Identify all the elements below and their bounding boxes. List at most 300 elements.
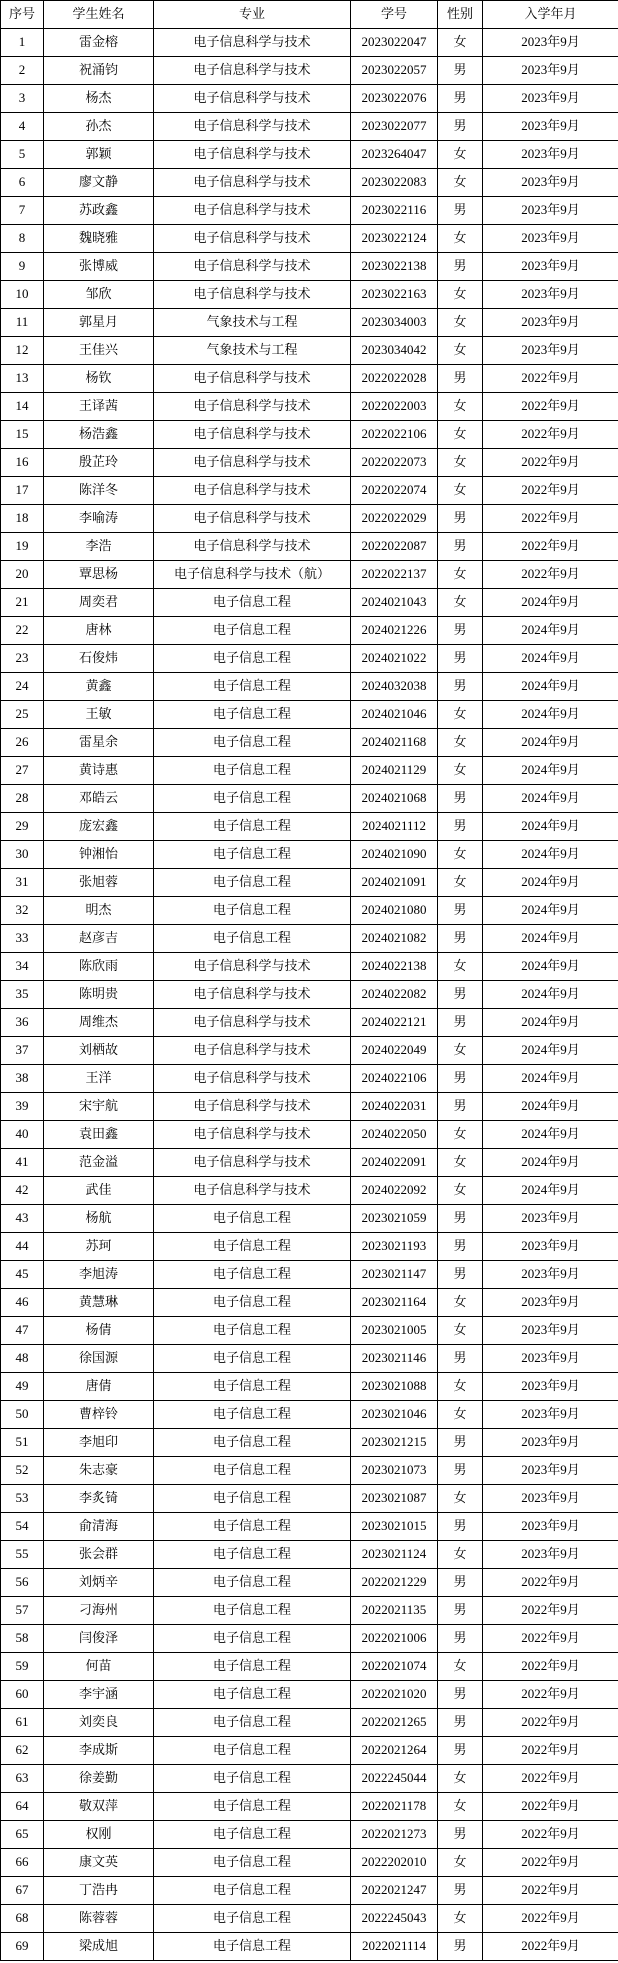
cell-gender: 男 xyxy=(438,113,483,141)
cell-gender: 男 xyxy=(438,1457,483,1485)
cell-gender: 女 xyxy=(438,589,483,617)
cell-major: 电子信息工程 xyxy=(154,645,351,673)
cell-major: 电子信息科学与技术 xyxy=(154,421,351,449)
cell-no: 45 xyxy=(1,1261,44,1289)
cell-no: 52 xyxy=(1,1457,44,1485)
cell-major: 电子信息科学与技术 xyxy=(154,29,351,57)
table-row xyxy=(1,701,618,729)
cell-major: 电子信息工程 xyxy=(154,1401,351,1429)
cell-date: 2023年9月 xyxy=(483,1233,618,1261)
cell-name: 殷芷玲 xyxy=(44,449,154,477)
cell-date: 2023年9月 xyxy=(483,169,618,197)
cell-date: 2023年9月 xyxy=(483,85,618,113)
cell-id: 2023034003 xyxy=(351,309,438,337)
cell-name: 刁海州 xyxy=(44,1597,154,1625)
cell-date: 2024年9月 xyxy=(483,589,618,617)
cell-no: 19 xyxy=(1,533,44,561)
cell-name: 王佳兴 xyxy=(44,337,154,365)
cell-major: 电子信息工程 xyxy=(154,1653,351,1681)
cell-date: 2023年9月 xyxy=(483,1401,618,1429)
cell-major: 电子信息工程 xyxy=(154,589,351,617)
table-row xyxy=(1,365,618,393)
cell-no: 46 xyxy=(1,1289,44,1317)
table-row xyxy=(1,505,618,533)
cell-no: 37 xyxy=(1,1037,44,1065)
cell-date: 2023年9月 xyxy=(483,281,618,309)
cell-major: 电子信息科学与技术 xyxy=(154,393,351,421)
column-header-gender: 性别 xyxy=(438,1,483,29)
cell-no: 27 xyxy=(1,757,44,785)
cell-gender: 男 xyxy=(438,1513,483,1541)
cell-id: 2022245043 xyxy=(351,1905,438,1933)
cell-name: 刘奕良 xyxy=(44,1709,154,1737)
cell-id: 2024022049 xyxy=(351,1037,438,1065)
cell-major: 电子信息工程 xyxy=(154,1933,351,1961)
table-row xyxy=(1,1653,618,1681)
cell-id: 2024022091 xyxy=(351,1149,438,1177)
cell-date: 2024年9月 xyxy=(483,1065,618,1093)
cell-gender: 女 xyxy=(438,393,483,421)
cell-gender: 女 xyxy=(438,1289,483,1317)
cell-name: 宋宇航 xyxy=(44,1093,154,1121)
cell-id: 2024022031 xyxy=(351,1093,438,1121)
table-row xyxy=(1,1541,618,1569)
table-row xyxy=(1,1793,618,1821)
table-row xyxy=(1,1569,618,1597)
cell-date: 2023年9月 xyxy=(483,1289,618,1317)
table-row xyxy=(1,1065,618,1093)
table-row xyxy=(1,1289,618,1317)
cell-date: 2024年9月 xyxy=(483,673,618,701)
cell-gender: 男 xyxy=(438,1821,483,1849)
cell-major: 电子信息工程 xyxy=(154,1373,351,1401)
cell-date: 2024年9月 xyxy=(483,757,618,785)
cell-major: 电子信息工程 xyxy=(154,1793,351,1821)
cell-name: 黄鑫 xyxy=(44,673,154,701)
cell-date: 2022年9月 xyxy=(483,561,618,589)
cell-gender: 女 xyxy=(438,141,483,169)
table-row xyxy=(1,169,618,197)
cell-name: 王敏 xyxy=(44,701,154,729)
cell-id: 2024021226 xyxy=(351,617,438,645)
cell-date: 2023年9月 xyxy=(483,1205,618,1233)
cell-id: 2024021168 xyxy=(351,729,438,757)
cell-name: 石俊炜 xyxy=(44,645,154,673)
cell-no: 5 xyxy=(1,141,44,169)
cell-gender: 男 xyxy=(438,85,483,113)
table-row xyxy=(1,1625,618,1653)
cell-gender: 女 xyxy=(438,1121,483,1149)
cell-no: 24 xyxy=(1,673,44,701)
cell-date: 2023年9月 xyxy=(483,29,618,57)
table-row xyxy=(1,57,618,85)
table-row xyxy=(1,1821,618,1849)
cell-id: 2024022138 xyxy=(351,953,438,981)
cell-name: 徐姜勤 xyxy=(44,1765,154,1793)
cell-major: 电子信息科学与技术 xyxy=(154,113,351,141)
cell-no: 47 xyxy=(1,1317,44,1345)
cell-date: 2022年9月 xyxy=(483,1793,618,1821)
cell-date: 2023年9月 xyxy=(483,1373,618,1401)
cell-name: 黄诗惠 xyxy=(44,757,154,785)
table-row xyxy=(1,813,618,841)
cell-major: 电子信息工程 xyxy=(154,673,351,701)
table-row xyxy=(1,757,618,785)
cell-date: 2024年9月 xyxy=(483,785,618,813)
cell-name: 李旭印 xyxy=(44,1429,154,1457)
cell-gender: 女 xyxy=(438,421,483,449)
cell-name: 廖文静 xyxy=(44,169,154,197)
cell-name: 杨航 xyxy=(44,1205,154,1233)
cell-name: 周奕君 xyxy=(44,589,154,617)
table-body xyxy=(1,29,618,1961)
cell-name: 梁成旭 xyxy=(44,1933,154,1961)
cell-major: 电子信息工程 xyxy=(154,1541,351,1569)
cell-name: 朱志豪 xyxy=(44,1457,154,1485)
cell-no: 41 xyxy=(1,1149,44,1177)
cell-no: 36 xyxy=(1,1009,44,1037)
cell-name: 杨杰 xyxy=(44,85,154,113)
cell-id: 2023021147 xyxy=(351,1261,438,1289)
cell-id: 2023022116 xyxy=(351,197,438,225)
table-row xyxy=(1,1261,618,1289)
cell-gender: 男 xyxy=(438,1569,483,1597)
cell-gender: 男 xyxy=(438,1429,483,1457)
cell-major: 电子信息工程 xyxy=(154,1485,351,1513)
cell-major: 电子信息科学与技术 xyxy=(154,253,351,281)
cell-name: 魏晓雅 xyxy=(44,225,154,253)
cell-no: 22 xyxy=(1,617,44,645)
cell-major: 电子信息科学与技术（航） xyxy=(154,561,351,589)
cell-major: 电子信息工程 xyxy=(154,1709,351,1737)
cell-no: 17 xyxy=(1,477,44,505)
cell-gender: 女 xyxy=(438,281,483,309)
table-row xyxy=(1,393,618,421)
cell-date: 2024年9月 xyxy=(483,1037,618,1065)
cell-id: 2022021229 xyxy=(351,1569,438,1597)
cell-name: 陈欣雨 xyxy=(44,953,154,981)
cell-name: 覃思杨 xyxy=(44,561,154,589)
cell-date: 2023年9月 xyxy=(483,1541,618,1569)
cell-id: 2023021146 xyxy=(351,1345,438,1373)
cell-date: 2024年9月 xyxy=(483,645,618,673)
cell-gender: 女 xyxy=(438,841,483,869)
cell-id: 2022021247 xyxy=(351,1877,438,1905)
cell-gender: 女 xyxy=(438,449,483,477)
cell-major: 电子信息工程 xyxy=(154,1765,351,1793)
cell-date: 2023年9月 xyxy=(483,1513,618,1541)
cell-no: 23 xyxy=(1,645,44,673)
table-row xyxy=(1,1681,618,1709)
cell-no: 63 xyxy=(1,1765,44,1793)
cell-gender: 男 xyxy=(438,645,483,673)
cell-id: 2023022124 xyxy=(351,225,438,253)
cell-date: 2023年9月 xyxy=(483,337,618,365)
cell-id: 2023034042 xyxy=(351,337,438,365)
cell-date: 2022年9月 xyxy=(483,505,618,533)
cell-id: 2024021080 xyxy=(351,897,438,925)
cell-name: 邹欣 xyxy=(44,281,154,309)
cell-id: 2023021193 xyxy=(351,1233,438,1261)
cell-name: 明杰 xyxy=(44,897,154,925)
cell-no: 64 xyxy=(1,1793,44,1821)
cell-gender: 男 xyxy=(438,57,483,85)
cell-name: 郭星月 xyxy=(44,309,154,337)
cell-gender: 女 xyxy=(438,1541,483,1569)
cell-date: 2023年9月 xyxy=(483,1429,618,1457)
cell-gender: 男 xyxy=(438,1681,483,1709)
cell-id: 2022022137 xyxy=(351,561,438,589)
table-row xyxy=(1,253,618,281)
cell-name: 俞清海 xyxy=(44,1513,154,1541)
cell-date: 2022年9月 xyxy=(483,1653,618,1681)
table-row xyxy=(1,1317,618,1345)
cell-major: 电子信息工程 xyxy=(154,1261,351,1289)
cell-no: 44 xyxy=(1,1233,44,1261)
cell-name: 康文英 xyxy=(44,1849,154,1877)
cell-name: 丁浩冉 xyxy=(44,1877,154,1905)
cell-id: 2023021215 xyxy=(351,1429,438,1457)
cell-id: 2023021059 xyxy=(351,1205,438,1233)
table-row xyxy=(1,589,618,617)
cell-no: 8 xyxy=(1,225,44,253)
cell-id: 2022022029 xyxy=(351,505,438,533)
cell-name: 李成斯 xyxy=(44,1737,154,1765)
cell-name: 范金溢 xyxy=(44,1149,154,1177)
cell-gender: 女 xyxy=(438,1177,483,1205)
cell-date: 2024年9月 xyxy=(483,729,618,757)
cell-gender: 男 xyxy=(438,505,483,533)
cell-no: 65 xyxy=(1,1821,44,1849)
cell-id: 2022022087 xyxy=(351,533,438,561)
cell-date: 2024年9月 xyxy=(483,841,618,869)
cell-gender: 男 xyxy=(438,253,483,281)
cell-name: 曹梓铃 xyxy=(44,1401,154,1429)
cell-no: 6 xyxy=(1,169,44,197)
cell-name: 李炙锜 xyxy=(44,1485,154,1513)
cell-id: 2022021265 xyxy=(351,1709,438,1737)
cell-major: 电子信息科学与技术 xyxy=(154,1037,351,1065)
cell-gender: 女 xyxy=(438,1037,483,1065)
cell-gender: 女 xyxy=(438,1849,483,1877)
cell-name: 李喻涛 xyxy=(44,505,154,533)
cell-date: 2022年9月 xyxy=(483,421,618,449)
cell-name: 钟湘怡 xyxy=(44,841,154,869)
cell-name: 陈蓉蓉 xyxy=(44,1905,154,1933)
cell-date: 2024年9月 xyxy=(483,1149,618,1177)
cell-no: 55 xyxy=(1,1541,44,1569)
cell-name: 杨倩 xyxy=(44,1317,154,1345)
cell-date: 2022年9月 xyxy=(483,1569,618,1597)
table-header xyxy=(1,1,618,29)
cell-major: 电子信息工程 xyxy=(154,1849,351,1877)
cell-major: 电子信息工程 xyxy=(154,757,351,785)
cell-date: 2024年9月 xyxy=(483,813,618,841)
cell-major: 电子信息工程 xyxy=(154,1569,351,1597)
table-row xyxy=(1,141,618,169)
table-row xyxy=(1,981,618,1009)
cell-id: 2023022057 xyxy=(351,57,438,85)
cell-major: 电子信息科学与技术 xyxy=(154,1121,351,1149)
cell-gender: 男 xyxy=(438,925,483,953)
cell-major: 电子信息科学与技术 xyxy=(154,1177,351,1205)
cell-date: 2022年9月 xyxy=(483,533,618,561)
cell-name: 李宇涵 xyxy=(44,1681,154,1709)
cell-gender: 男 xyxy=(438,1709,483,1737)
cell-gender: 女 xyxy=(438,1373,483,1401)
cell-no: 9 xyxy=(1,253,44,281)
cell-major: 电子信息工程 xyxy=(154,1317,351,1345)
cell-name: 庞宏鑫 xyxy=(44,813,154,841)
table-row xyxy=(1,1933,618,1961)
table-row xyxy=(1,1765,618,1793)
cell-id: 2022022106 xyxy=(351,421,438,449)
cell-id: 2024032038 xyxy=(351,673,438,701)
cell-gender: 男 xyxy=(438,1877,483,1905)
header-row xyxy=(1,1,618,29)
cell-gender: 女 xyxy=(438,757,483,785)
cell-id: 2023022138 xyxy=(351,253,438,281)
table-row xyxy=(1,729,618,757)
cell-no: 7 xyxy=(1,197,44,225)
cell-name: 刘栖故 xyxy=(44,1037,154,1065)
cell-gender: 女 xyxy=(438,1149,483,1177)
cell-date: 2022年9月 xyxy=(483,1625,618,1653)
cell-gender: 女 xyxy=(438,953,483,981)
cell-gender: 女 xyxy=(438,29,483,57)
cell-date: 2024年9月 xyxy=(483,953,618,981)
cell-no: 35 xyxy=(1,981,44,1009)
cell-name: 李旭涛 xyxy=(44,1261,154,1289)
cell-no: 2 xyxy=(1,57,44,85)
cell-gender: 男 xyxy=(438,1233,483,1261)
cell-major: 电子信息科学与技术 xyxy=(154,169,351,197)
table-row xyxy=(1,1009,618,1037)
cell-major: 电子信息工程 xyxy=(154,1345,351,1373)
cell-gender: 女 xyxy=(438,477,483,505)
cell-id: 2023021087 xyxy=(351,1485,438,1513)
cell-name: 王译茜 xyxy=(44,393,154,421)
cell-no: 12 xyxy=(1,337,44,365)
cell-date: 2022年9月 xyxy=(483,477,618,505)
cell-gender: 女 xyxy=(438,1653,483,1681)
cell-name: 郭颖 xyxy=(44,141,154,169)
cell-id: 2024021082 xyxy=(351,925,438,953)
cell-date: 2023年9月 xyxy=(483,57,618,85)
cell-no: 31 xyxy=(1,869,44,897)
column-header-name: 学生姓名 xyxy=(44,1,154,29)
cell-no: 3 xyxy=(1,85,44,113)
cell-name: 刘炳辛 xyxy=(44,1569,154,1597)
cell-name: 唐倩 xyxy=(44,1373,154,1401)
table-row xyxy=(1,1037,618,1065)
cell-gender: 男 xyxy=(438,897,483,925)
cell-id: 2024022121 xyxy=(351,1009,438,1037)
cell-id: 2022021273 xyxy=(351,1821,438,1849)
cell-gender: 男 xyxy=(438,1009,483,1037)
cell-no: 39 xyxy=(1,1093,44,1121)
cell-id: 2024022106 xyxy=(351,1065,438,1093)
cell-major: 电子信息科学与技术 xyxy=(154,365,351,393)
cell-name: 雷金榕 xyxy=(44,29,154,57)
cell-major: 电子信息工程 xyxy=(154,1513,351,1541)
table-row xyxy=(1,281,618,309)
cell-major: 电子信息科学与技术 xyxy=(154,1009,351,1037)
cell-major: 电子信息科学与技术 xyxy=(154,141,351,169)
cell-id: 2022022003 xyxy=(351,393,438,421)
cell-no: 18 xyxy=(1,505,44,533)
cell-date: 2022年9月 xyxy=(483,1905,618,1933)
cell-name: 张会群 xyxy=(44,1541,154,1569)
cell-id: 2024022092 xyxy=(351,1177,438,1205)
cell-gender: 男 xyxy=(438,813,483,841)
cell-date: 2022年9月 xyxy=(483,1681,618,1709)
table-row xyxy=(1,953,618,981)
cell-gender: 女 xyxy=(438,1765,483,1793)
table-row xyxy=(1,1485,618,1513)
cell-no: 16 xyxy=(1,449,44,477)
cell-no: 30 xyxy=(1,841,44,869)
cell-no: 38 xyxy=(1,1065,44,1093)
cell-gender: 女 xyxy=(438,337,483,365)
cell-major: 电子信息工程 xyxy=(154,1737,351,1765)
cell-name: 李浩 xyxy=(44,533,154,561)
cell-date: 2024年9月 xyxy=(483,981,618,1009)
cell-id: 2022022073 xyxy=(351,449,438,477)
cell-name: 武佳 xyxy=(44,1177,154,1205)
cell-no: 68 xyxy=(1,1905,44,1933)
cell-no: 28 xyxy=(1,785,44,813)
cell-date: 2024年9月 xyxy=(483,701,618,729)
cell-id: 2022022074 xyxy=(351,477,438,505)
cell-id: 2023021046 xyxy=(351,1401,438,1429)
cell-id: 2023021124 xyxy=(351,1541,438,1569)
cell-date: 2023年9月 xyxy=(483,1317,618,1345)
cell-date: 2022年9月 xyxy=(483,365,618,393)
table-row xyxy=(1,869,618,897)
cell-name: 何苗 xyxy=(44,1653,154,1681)
cell-date: 2022年9月 xyxy=(483,1597,618,1625)
table-row xyxy=(1,1233,618,1261)
cell-id: 2022021074 xyxy=(351,1653,438,1681)
cell-gender: 男 xyxy=(438,785,483,813)
cell-gender: 男 xyxy=(438,1065,483,1093)
cell-major: 电子信息工程 xyxy=(154,841,351,869)
cell-major: 电子信息科学与技术 xyxy=(154,85,351,113)
table-row xyxy=(1,925,618,953)
cell-no: 67 xyxy=(1,1877,44,1905)
cell-date: 2023年9月 xyxy=(483,253,618,281)
cell-major: 电子信息科学与技术 xyxy=(154,1149,351,1177)
cell-date: 2023年9月 xyxy=(483,197,618,225)
cell-date: 2024年9月 xyxy=(483,617,618,645)
cell-major: 电子信息工程 xyxy=(154,729,351,757)
cell-name: 陈明贵 xyxy=(44,981,154,1009)
cell-name: 权刚 xyxy=(44,1821,154,1849)
cell-id: 2023021164 xyxy=(351,1289,438,1317)
cell-no: 54 xyxy=(1,1513,44,1541)
cell-name: 雷星余 xyxy=(44,729,154,757)
cell-no: 62 xyxy=(1,1737,44,1765)
cell-date: 2022年9月 xyxy=(483,1933,618,1961)
cell-major: 电子信息工程 xyxy=(154,1877,351,1905)
table-row xyxy=(1,645,618,673)
cell-date: 2023年9月 xyxy=(483,225,618,253)
cell-id: 2024021046 xyxy=(351,701,438,729)
cell-gender: 女 xyxy=(438,169,483,197)
cell-id: 2023021088 xyxy=(351,1373,438,1401)
cell-major: 电子信息工程 xyxy=(154,701,351,729)
